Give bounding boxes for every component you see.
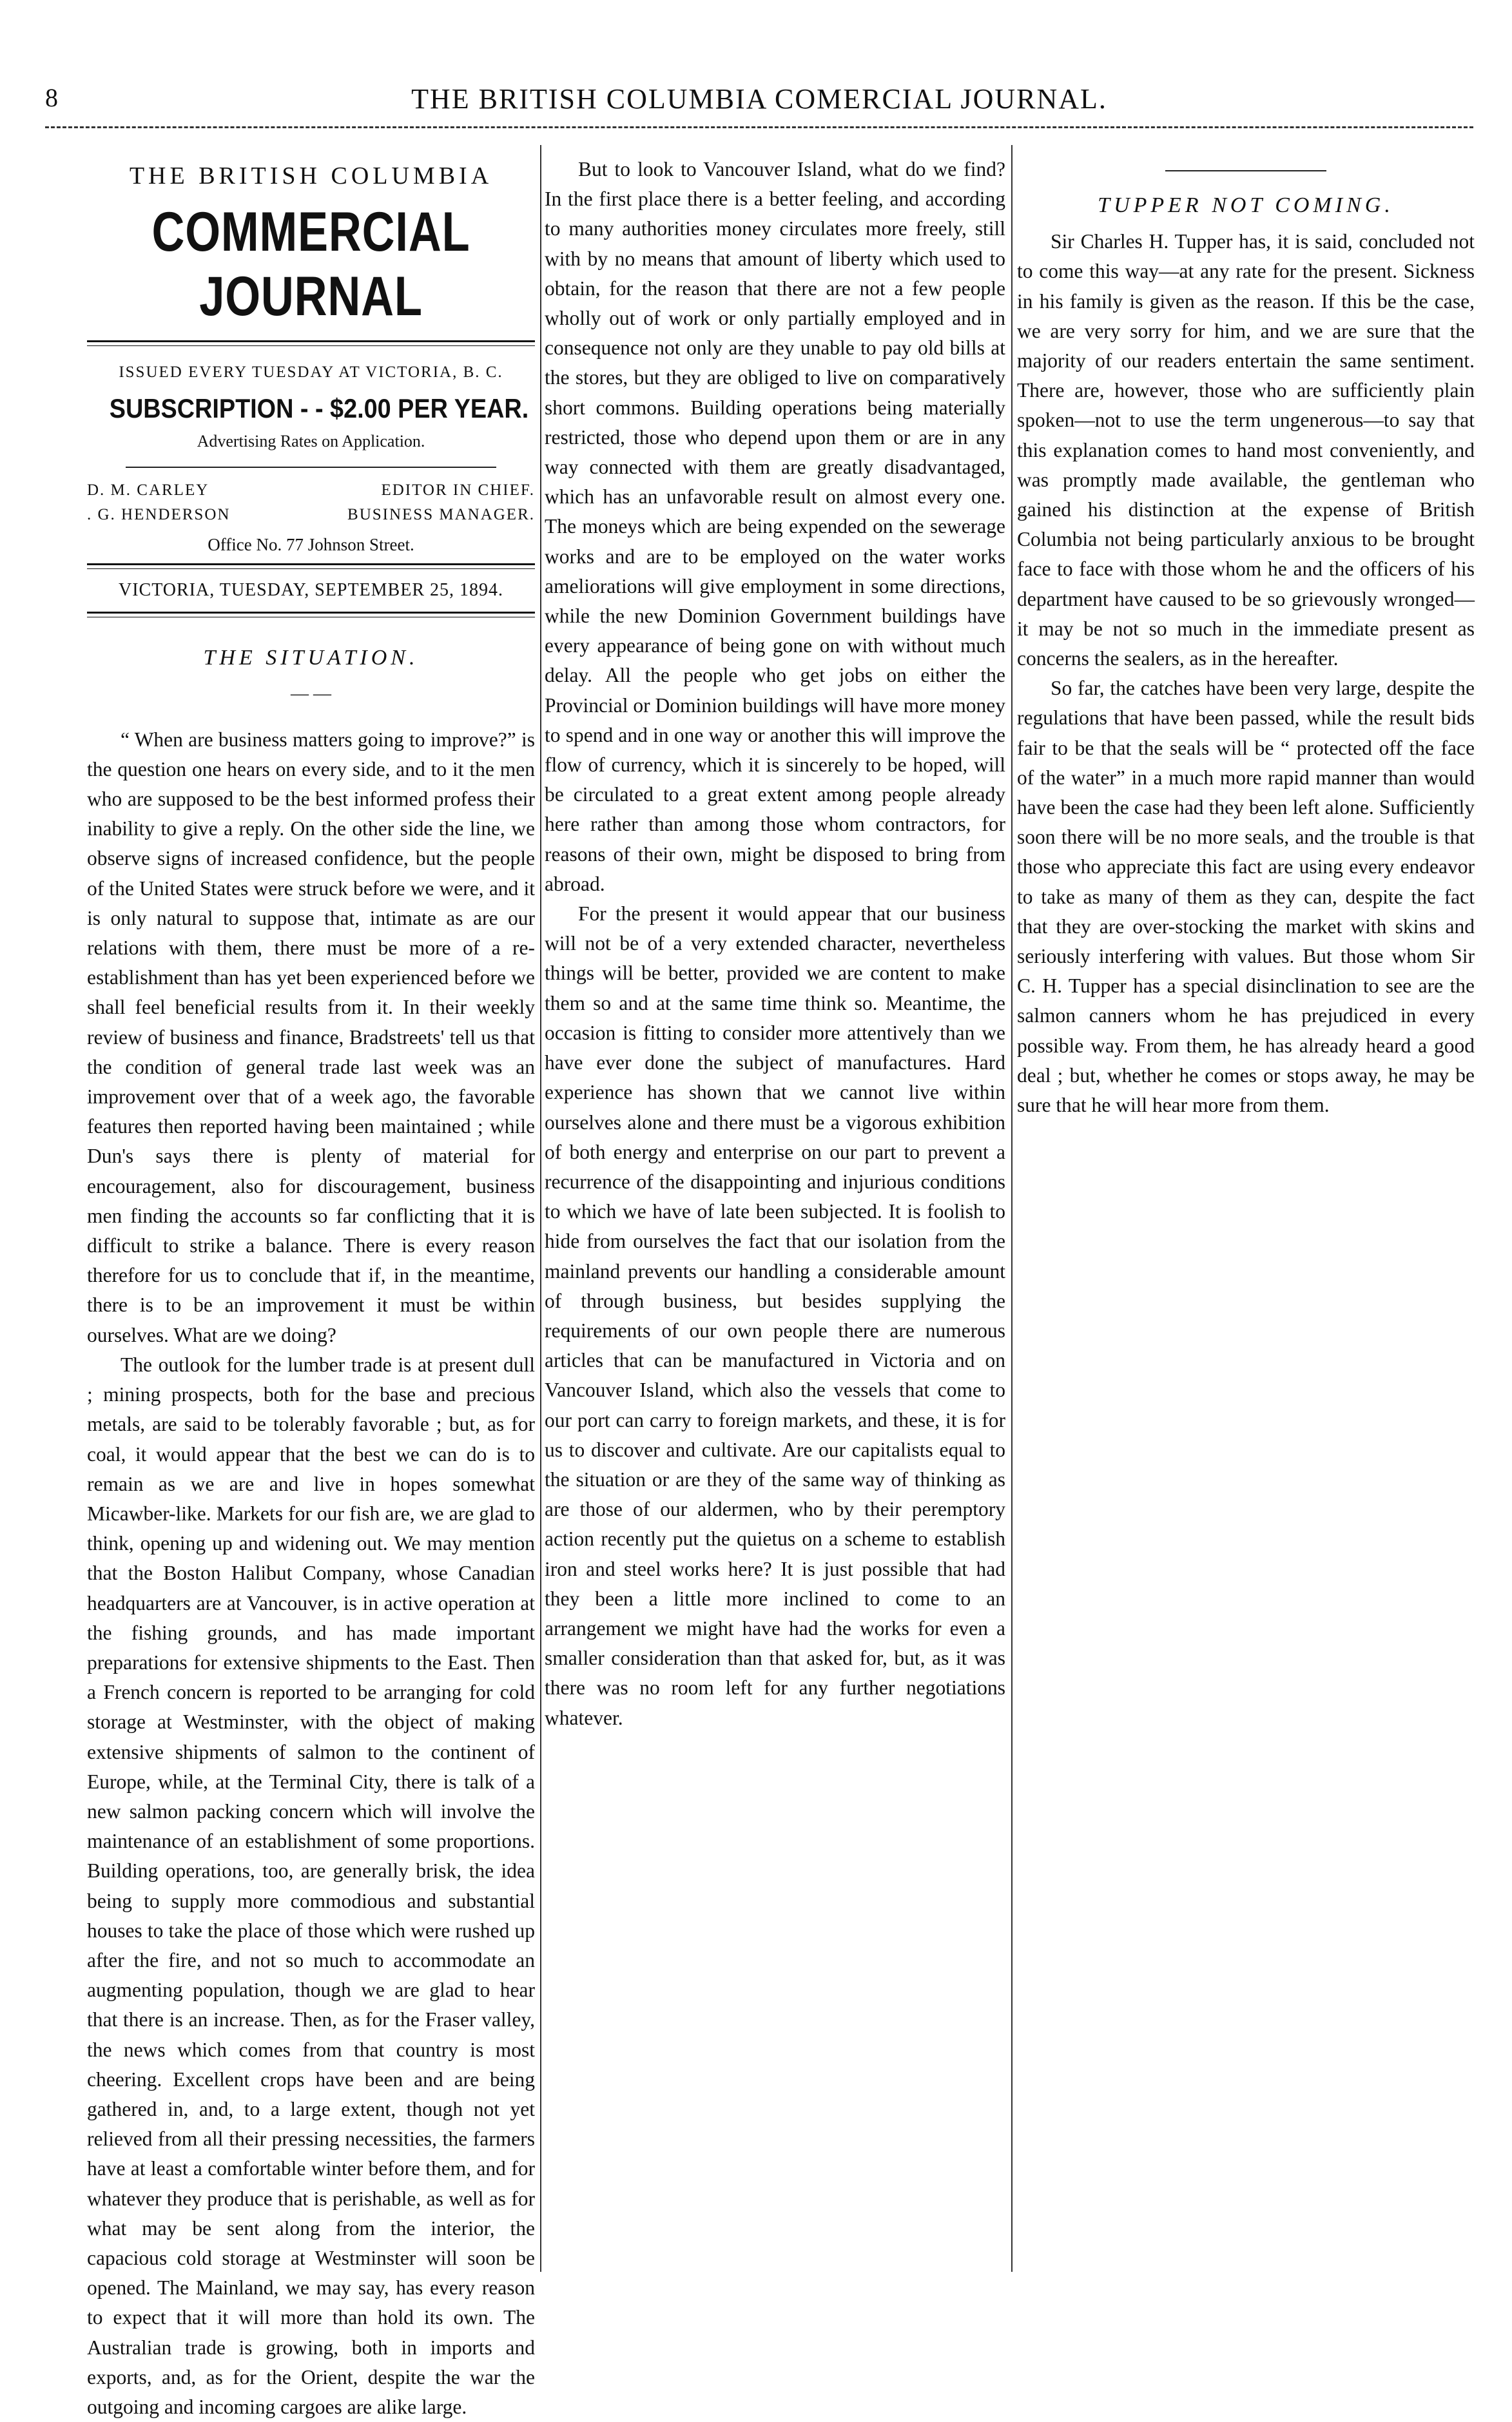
advertising-line: Advertising Rates on Application. xyxy=(197,431,425,450)
article-paragraph: Sir Charles H. Tupper has, it is said, concluded not to come this way—at any rate for the present. Sickness in his family is given as the reason. If this be the case, we are very sorry for him, and we are sure that the majority of our readers entertain the same sentiment. There are, however, those who are sufficiently plain spoken—not to use the term ungenerous—to say that this explanation comes to hand most conveniently, and was promptly made available, the gentleman who gained his distinction at the expense of British Columbia not being particularly anxious to be brought face to face with those whom he and the officers of his department have caused to be so grievously wronged—it may be not so much in the immediate present as concerns the sealers, as in the hereafter. xyxy=(1017,230,1475,670)
editor-row xyxy=(87,478,535,503)
masthead-title: COMMERCIAL JOURNAL xyxy=(151,201,470,328)
editor-name: D. M. CARLEY xyxy=(87,481,209,499)
article-paragraph: “ When are business matters going to improve?” is the question one hears on every side, and to it the men who are supposed to be the best informed profess their inability to give a reply. On the other side the line, we observe signs of increased confidence, but the people of the United States were struck before we were, and it is only natural to suppose that, intimate as are our relations with them, there must be more of a re-establishment than has yet been experienced before we shall feel beneficial results from it. In their weekly review of business and finance, Bradstreets' tell us that the condition of general trade last week was an improvement over that of a week ago, the favorable features then reported having been maintained ; while Dun's says there is plenty of material for encouragement, also for discouragement, business men finding the accounts so far conflicting that it is difficult to strike a balance. There is every reason therefore for us to conclude that if, in the meantime, there is to be an improvement it must be within ourselves. What are we doing? xyxy=(87,728,535,1346)
column-3 xyxy=(1017,155,1475,1689)
editor-role: EDITOR IN CHIEF. xyxy=(381,481,535,499)
article-paragraph: So far, the catches have been very large, despite the regulations that have been passed, while the result bids fair to be that the seals will be “ protected off the face of the water” in a much more rapid manner than would have been the case had they been left alone. Sufficiently soon there will be no more seals, and the trouble is that those who appreciate this fact are using every endeavor to take as many of them as they can, despite the fact that they are over-stocking the market with skins and seriously interfering with values. But those whom Sir C. H. Tupper has a special disinclination to see are the salmon canners whom he has prejudiced in every possible way. From them, he has already heard a good deal ; but, whether he comes or stops away, he may be sure that he will hear more from them. xyxy=(1017,677,1475,1117)
office-address: Office No. 77 Johnson Street. xyxy=(208,534,414,554)
running-head xyxy=(45,82,1473,121)
title-ornament: — — xyxy=(291,684,331,704)
column-divider xyxy=(1011,145,1013,2272)
manager-name: . G. HENDERSON xyxy=(87,505,231,523)
masthead-divider xyxy=(126,467,496,468)
issued-line: ISSUED EVERY TUESDAY AT VICTORIA, B. C. xyxy=(119,363,503,382)
column-1 xyxy=(87,155,535,2418)
article-title: THE SITUATION. xyxy=(203,646,419,670)
column-divider xyxy=(540,145,541,2272)
dateline: VICTORIA, TUESDAY, SEPTEMBER 25, 1894. xyxy=(118,580,504,601)
masthead-line: THE BRITISH COLUMBIA xyxy=(129,162,493,189)
section-rule xyxy=(1165,170,1326,171)
manager-role: BUSINESS MANAGER. xyxy=(347,505,535,523)
article-title: TUPPER NOT COMING. xyxy=(1098,193,1394,217)
dateline-rule xyxy=(87,612,535,617)
article-paragraph: The outlook for the lumber trade is at present dull ; mining prospects, both for the base and precious metals, are said to be tolerably favorable ; but, as for coal, it would appear that the best we can do is to remain as we are and live in hopes somewhat Micawber-like. Markets for our fish are, we are glad to think, opening up and widening out. We may mention that the Boston Halibut Company, whose Canadian headquarters are at Vancouver, is in active operation at the fishing grounds, and has made important preparations for extensive shipments to the East. Then a French concern is reported to be arranging for cold storage at Westminster, with the object of making extensive shipments of salmon to the continent of Europe, while, at the Terminal City, there is talk of a new salmon packing concern which will involve the maintenance of an establishment of some proportions. Building operations, too, are generally brisk, the idea being to supply more commodious and substantial houses to take the place of those which were rushed up after the fire, and not so much to accommodate an augmenting population, though we are glad to hear that there is an increase. Then, as for the Fraser valley, the news which comes from that country is most cheering. Excellent crops have been and are being gathered in, and, to a large extent, though not yet relieved from all their pressing necessities, the farmers have at least a comfortable winter before them, and for whatever they produce that is perishable, as well as for what may be sent along from the interior, the capacious cold storage at Westminster will soon be opened. The Mainland, we may say, has every reason to expect that it will more than hold its own. The Australian trade is growing, both in imports and exports, and, as for the Orient, despite the war the outgoing and incoming cargoes are alike large. xyxy=(87,1353,535,2418)
column-2 xyxy=(545,155,1005,2275)
page-number: 8 xyxy=(45,83,58,112)
masthead-rule xyxy=(87,340,535,346)
article-paragraph: For the present it would appear that our business will not be of a very extended character, nevertheless things will be better, provided we are content to make them so and at the same time think so. Meantime, the occasion is fitting to consider more attentively than we have ever done the subject of manufactures. Hard experience has shown that we cannot live within ourselves alone and there must be a vigorous exhibition of both energy and enterprise on our part to prevent a recurrence of the disappointing and injurious conditions to which we have of late been subjected. It is foolish to hide from ourselves the fact that our isolation from the mainland prevents our handling a considerable amount of through business, but besides supplying the requirements of our own people there are numerous articles that can be manufactured in Victoria and on Vancouver Island, which also the vessels that come to our port can carry to foreign markets, and these, it is for us to discover and cultivate. Are our capitalists equal to the situation or are they of the same way of thinking as are those of our aldermen, who by their peremptory action recently put the quietus on a scheme to establish iron and steel works here? It is just possible that had they been a little more inclined to come to an arrangement we might have had the works for even a smaller consideration than that asked for, but, as it was there was no room left for any further negotiations whatever. xyxy=(545,902,1005,1729)
dateline-rule xyxy=(87,563,535,569)
header-rule xyxy=(45,126,1473,128)
subscription-line: SUBSCRIPTION - - $2.00 PER YEAR. xyxy=(109,393,529,424)
article-paragraph: But to look to Vancouver Island, what do we find? In the first place there is a better feeling, and according to many authorities money circulates more freely, still with by no means that amount of liberty which used to obtain, for the reason that there are not a few people wholly out of work or only partially employed and in consequence not only are they unable to pay old bills at the stores, but they are obliged to live on comparatively short commons. Building operations being materially restricted, those who depend upon them or are in any way connected with them are greatly disadvantaged, which has an unfavorable result on almost every one. The moneys which are being expended on the sewerage works and are to be employed on the water works ameliorations will give employment in some directions, while the new Dominion Government buildings have every appearance of being gone on with without much delay. All the people who get jobs on either the Provincial or Dominion buildings will have more money to spend and in one way or another this will improve the flow of currency, which it is sincerely to be hoped, will be circulated to a great extent among people already here rather than among those whom contractors, for reasons of their own, might be disposed to bring from abroad. xyxy=(545,158,1005,895)
manager-row xyxy=(87,503,535,527)
running-title: THE BRITISH COLUMBIA COMERCIAL JOURNAL. xyxy=(411,83,1107,115)
